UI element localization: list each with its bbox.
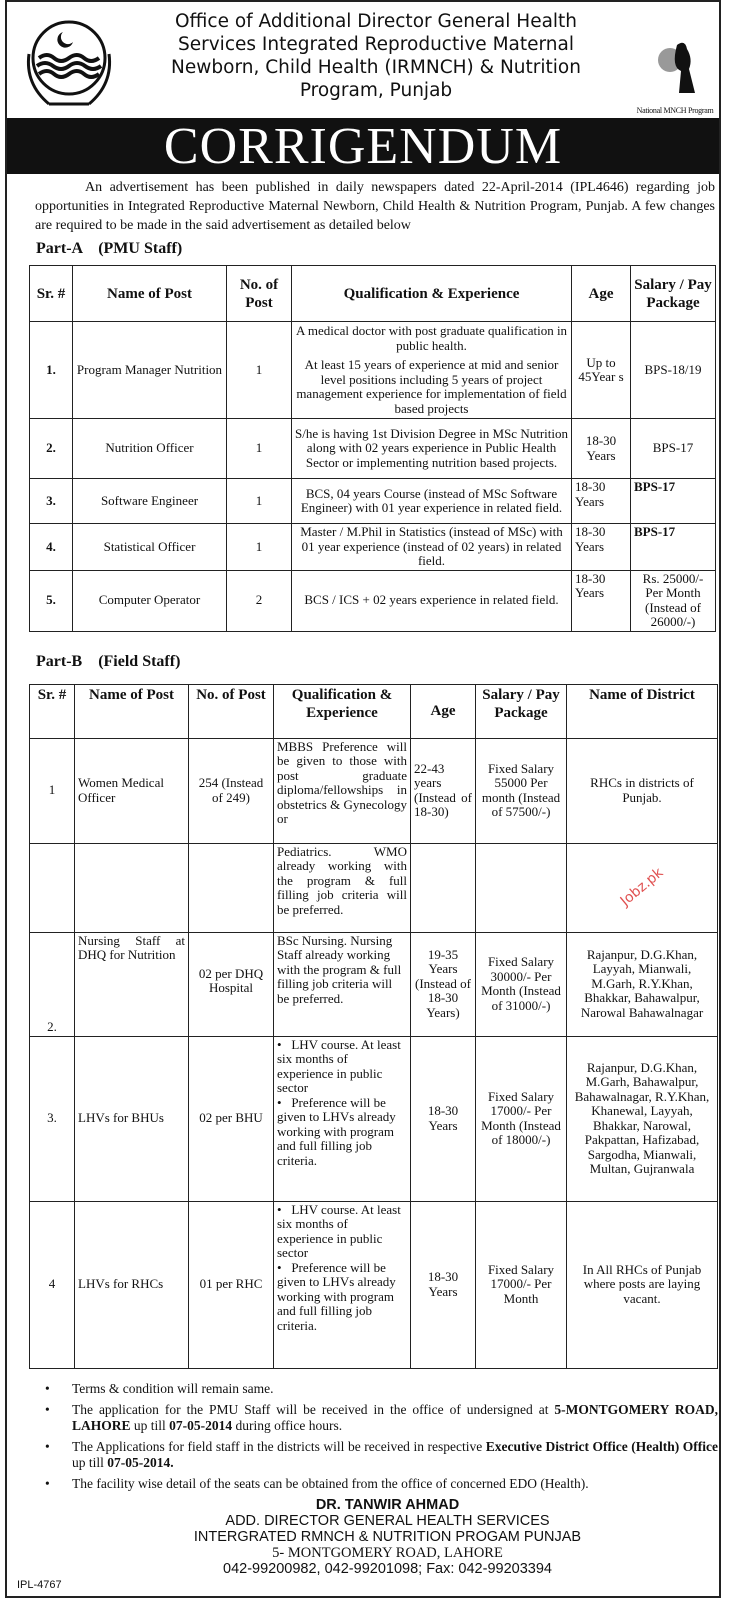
qual-text: Preference will be given to LHVs already working with program and full filling job criteria. [277, 1094, 396, 1168]
table-header-row [30, 266, 716, 322]
empty-cell [411, 843, 476, 932]
national-mnch-logo [630, 25, 720, 115]
empty-cell [75, 843, 189, 932]
cell-qualification: MBBS Preference will be given to those with post graduate diploma/fellowships in obstetrics & Gynecology or [274, 738, 411, 843]
note-text: during office hours. [232, 1417, 343, 1433]
logo-caption: National MNCH Program [636, 106, 714, 115]
qual-text: At least 15 years of experience at mid and senior level positions including 5 years of project management experience for implementation of field based projects [296, 357, 567, 416]
note-date: 07-05-2014 [169, 1417, 233, 1433]
cell-no: 1 [227, 479, 292, 524]
cell-district: Rajanpur, D.G.Khan, M.Garh, Bahawalpur, Bahawalnagar, R.Y.Khan, Khanewal, Layyah, Bhakkar, Narowal, Pakpattan, Hafizabad, Sargodha, Mianwali, Multan, Gujranwala [567, 1036, 718, 1201]
cell-name: Statistical Officer [73, 524, 227, 571]
cell-sr: 4 [30, 1201, 75, 1368]
cell-salary: Fixed Salary 30000/- Per Month (Instead of 31000/-) [476, 932, 567, 1036]
cell-age: 18-30 Years [572, 570, 631, 631]
notes-list [42, 1381, 718, 1492]
title-line: Newborn, Child Health (IRMNCH) & Nutrition [171, 57, 581, 78]
cell-sr: 5. [30, 570, 73, 631]
cell-name: Computer Operator [73, 570, 227, 631]
cell-qualification [274, 1201, 411, 1368]
cell-sr: 3. [30, 479, 73, 524]
empty-cell [476, 843, 567, 932]
title-line: Office of Additional Director General Health [174, 11, 578, 32]
table-row-continued [30, 843, 718, 932]
table-row [30, 479, 716, 524]
qual-bullet: • Preference will be given to LHVs already working with program and full filling job criteria. [277, 1259, 396, 1333]
cell-qualification: Pediatrics. WMO already working with the program & full filling job criteria will be preferred. [274, 843, 411, 932]
qual-bullet: • LHV course. At least six months of experience in public sector [277, 1201, 401, 1260]
header-qualification: Qualification & Experience [292, 266, 572, 322]
cell-no: 02 per DHQ Hospital [189, 932, 274, 1036]
cell-salary: Fixed Salary 55000 Per month (Instead of 57500/-) [476, 738, 567, 843]
cell-qualification: S/he is having 1st Division Degree in MSc Nutrition along with 02 years experience in Public Health Sector or implementing nutrition based projects. [292, 419, 572, 479]
cell-district: In All RHCs of Punjab where posts are laying vacant. [567, 1201, 718, 1368]
title-line: Services Integrated Reproductive Maternal [178, 34, 574, 55]
part-b-table [29, 684, 718, 1369]
cell-name: Nursing Staff at DHQ for Nutrition [75, 932, 189, 1036]
empty-cell [30, 843, 75, 932]
cell-no: 1 [227, 322, 292, 419]
header-qualification: Qualification & Experience [274, 684, 411, 738]
cell-sr: 1 [30, 738, 75, 843]
cell-name: LHVs for RHCs [75, 1201, 189, 1368]
office-title [122, 10, 630, 102]
note-text: up till [72, 1454, 108, 1470]
cell-salary: Rs. 25000/- Per Month (Instead of 26000/-) [631, 570, 716, 631]
qual-text: LHV course. At least six months of experience in public sector [277, 1201, 401, 1260]
cell-name: LHVs for BHUs [75, 1036, 189, 1201]
note-address: 5-MONTGOMERY ROAD, LAHORE [72, 1401, 718, 1433]
empty-cell [189, 843, 274, 932]
cell-salary: Fixed Salary 17000/- Per Month (Instead of 18000/-) [476, 1036, 567, 1201]
cell-sr: 3. [30, 1036, 75, 1201]
cell-name: Women Medical Officer [75, 738, 189, 843]
intro-paragraph: An advertisement has been published in daily newspapers dated 22-April-2014 (IPL4646) regarding job opportunities in Integrated Reproductive Maternal Newborn, Child Health & Nutrition Program, Punjab. A few changes are required to be made in the said advertisement as detailed below [35, 180, 715, 233]
header-salary: Salary / Pay Package [631, 266, 716, 322]
table-row [30, 419, 716, 479]
note-office: Executive District Office (Health) Office [485, 1438, 719, 1454]
cell-salary: BPS-17 [631, 479, 716, 524]
table-header-row [30, 684, 718, 738]
cell-sr: 4. [30, 524, 73, 571]
note-item [42, 1402, 718, 1434]
signatory-title: ADD. DIRECTOR GENERAL HEALTH SERVICES [225, 1512, 550, 1529]
signatory-program: INTERGRATED RMNCH & NUTRITION PROGAM PUNJAB [193, 1528, 582, 1545]
cell-sr: 2. [30, 419, 73, 479]
table-row [30, 1036, 718, 1201]
signatory-address: 5- MONTGOMERY ROAD, LAHORE [272, 1544, 503, 1561]
header-no: No. of Post [227, 266, 292, 322]
note-item: • The facility wise detail of the seats can be obtained from the office of concerned EDO (Health). [42, 1476, 718, 1492]
cell-salary: BPS-17 [631, 524, 716, 571]
table-row [30, 932, 718, 1036]
ad-reference: IPL-4767 [17, 1579, 62, 1591]
part-a-table [29, 265, 716, 632]
cell-name: Program Manager Nutrition [73, 322, 227, 419]
header-age: Age [411, 684, 476, 738]
cell-age: 18-30 Years [572, 419, 631, 479]
cell-qualification [292, 322, 572, 419]
qual-text: LHV course. At least six months of experience in public sector [277, 1036, 401, 1095]
signature-block [100, 1497, 675, 1577]
cell-age: 18-30 Years [572, 524, 631, 571]
header-sr: Sr. # [30, 684, 75, 738]
cell-sr: 2. [30, 932, 75, 1036]
mother-child-icon [645, 25, 705, 95]
note-text: The application for the PMU Staff will be received in the office of undersigned at [72, 1401, 555, 1417]
signatory-name: DR. TANWIR AHMAD [315, 1496, 460, 1513]
cell-qualification: BSc Nursing. Nursing Staff already working with the program & full filling job criteria will be preferred. [274, 932, 411, 1036]
cell-district: RHCs in districts of Punjab. [567, 738, 718, 843]
qual-text: A medical doctor with post graduate qualification in public health. [295, 323, 568, 353]
header-age: Age [572, 266, 631, 322]
table-row [30, 322, 716, 419]
cell-age: 22-43 years (Instead of 18-30) [411, 738, 476, 843]
cell-name: Nutrition Officer [73, 419, 227, 479]
cell-no: 254 (Instead of 249) [189, 738, 274, 843]
cell-age: 19-35 Years (Instead of 18-30 Years) [411, 932, 476, 1036]
note-item: • Terms & condition will remain same. [42, 1381, 718, 1397]
title-line: Program, Punjab [299, 80, 453, 101]
table-row [30, 524, 716, 571]
part-a-heading: Part-A (PMU Staff) [36, 240, 183, 257]
table-row [30, 1201, 718, 1368]
header-sr: Sr. # [30, 266, 73, 322]
header-district: Name of District [567, 684, 718, 738]
cell-no: 01 per RHC [189, 1201, 274, 1368]
cell-qualification [274, 1036, 411, 1201]
punjab-government-logo [18, 14, 120, 114]
qual-bullet: • LHV course. At least six months of experience in public sector [277, 1036, 401, 1095]
cell-name: Software Engineer [73, 479, 227, 524]
cell-sr: 1. [30, 322, 73, 419]
cell-qualification: Master / M.Phil in Statistics (instead of MSc) with 01 year experience (instead of 02 years) in related field. [292, 524, 572, 571]
cell-age: 18-30 Years [411, 1201, 476, 1368]
qual-bullet: • Preference will be given to LHVs already working with program and full filling job criteria. [277, 1094, 396, 1168]
qual-text: Preference will be given to LHVs already working with program and full filling job criteria. [277, 1259, 396, 1333]
cell-salary: BPS-18/19 [631, 322, 716, 419]
note-date: 07-05-2014. [107, 1454, 174, 1470]
header-salary: Salary / Pay Package [476, 684, 567, 738]
corrigendum-banner: CORRIGENDUM [7, 118, 719, 174]
cell-district: Rajanpur, D.G.Khan, Layyah, Mianwali, M.Garh, R.Y.Khan, Bhakkar, Bahawalpur, Narowal Bahawalnagar [567, 932, 718, 1036]
advertisement-body [29, 178, 717, 1577]
note-text: up till [130, 1417, 170, 1433]
cell-age: 18-30 Years [572, 479, 631, 524]
watermark: Jobz.pk [617, 864, 667, 910]
part-b-heading: Part-B (Field Staff) [36, 652, 181, 670]
header-no: No. of Post [189, 684, 274, 738]
cell-salary: Fixed Salary 17000/- Per Month [476, 1201, 567, 1368]
cell-no: 1 [227, 524, 292, 571]
cell-qualification: BCS / ICS + 02 years experience in related field. [292, 570, 572, 631]
table-row [30, 570, 716, 631]
header-name: Name of Post [75, 684, 189, 738]
signatory-phone: 042-99200982, 042-99201098; Fax: 042-99203394 [223, 1560, 552, 1577]
note-text: The Applications for field staff in the districts will be received in respective [72, 1438, 486, 1454]
note-item [42, 1439, 718, 1471]
cell-no: 2 [227, 570, 292, 631]
cell-qualification: BCS, 04 years Course (instead of MSc Software Engineer) with 01 year experience in related field. [292, 479, 572, 524]
cell-age: Up to 45Year s [572, 322, 631, 419]
cell-age: 18-30 Years [411, 1036, 476, 1201]
table-row [30, 738, 718, 843]
header-name: Name of Post [73, 266, 227, 322]
cell-no: 02 per BHU [189, 1036, 274, 1201]
watermark-cell [567, 843, 718, 932]
cell-no: 1 [227, 419, 292, 479]
cell-salary: BPS-17 [631, 419, 716, 479]
